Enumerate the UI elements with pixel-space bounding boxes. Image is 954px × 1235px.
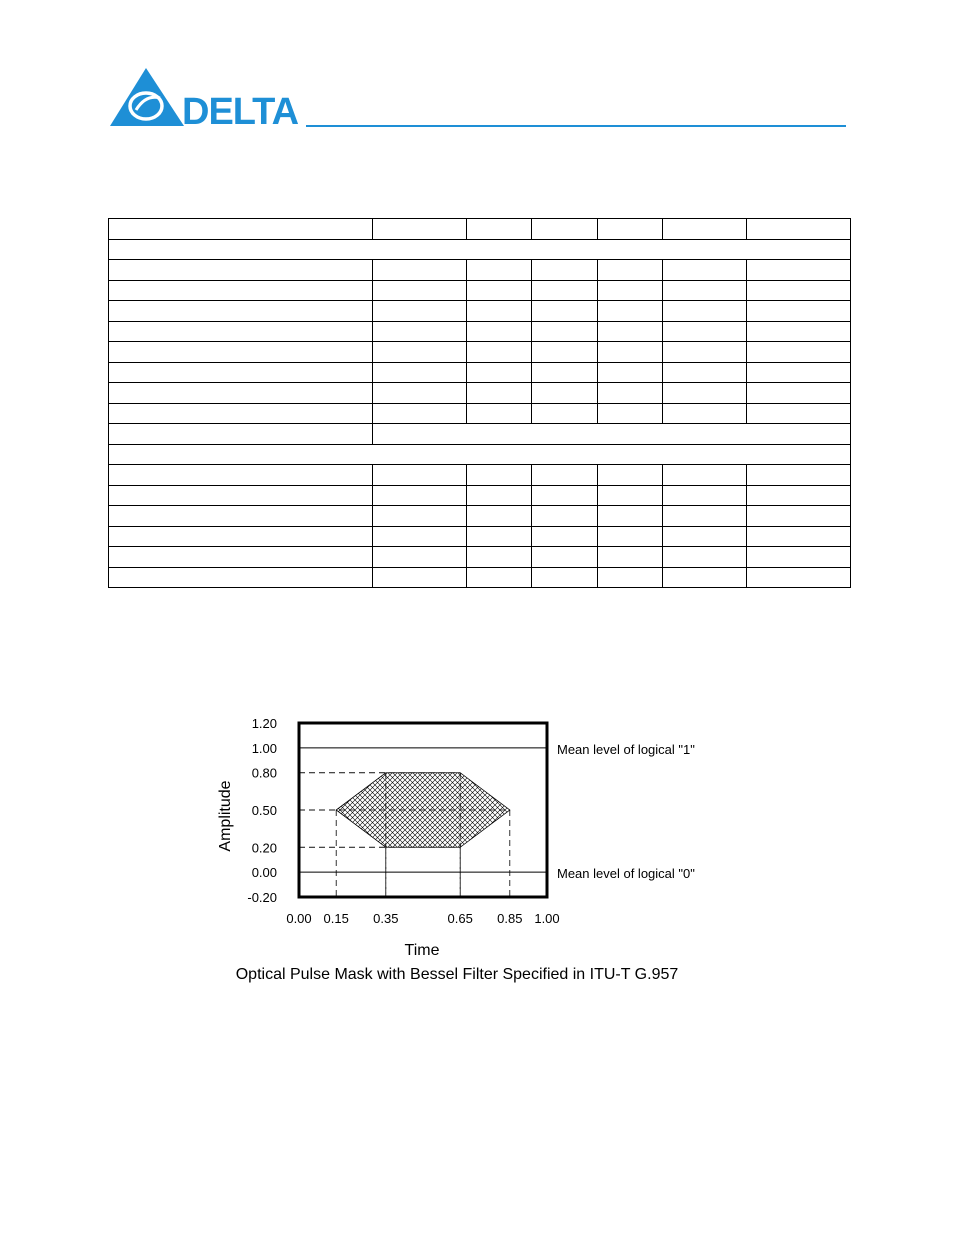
table-cell — [532, 506, 598, 527]
table-cell — [598, 465, 663, 486]
table-row — [109, 301, 851, 322]
table-cell — [467, 526, 532, 547]
table-cell — [663, 321, 747, 342]
table-row — [109, 547, 851, 568]
table-cell — [373, 260, 467, 281]
table-cell — [109, 567, 373, 588]
table-row — [109, 444, 851, 465]
table-cell — [373, 342, 467, 363]
table-row — [109, 526, 851, 547]
table-cell — [663, 567, 747, 588]
y-tick-label: 0.20 — [251, 840, 277, 856]
table-cell — [532, 383, 598, 404]
delta-logo — [108, 66, 304, 128]
table-cell — [467, 465, 532, 486]
table-cell — [467, 485, 532, 506]
table-cell — [598, 260, 663, 281]
table-cell — [109, 403, 373, 424]
spec-table — [108, 218, 851, 588]
table-cell — [109, 239, 851, 260]
table-row — [109, 342, 851, 363]
table-cell — [747, 403, 851, 424]
table-cell — [467, 403, 532, 424]
table-cell — [747, 485, 851, 506]
table-cell — [663, 485, 747, 506]
table-cell — [109, 383, 373, 404]
table-cell — [598, 547, 663, 568]
table-cell — [663, 342, 747, 363]
x-tick-label: 0.00 — [286, 911, 312, 926]
table-cell — [747, 506, 851, 527]
table-cell — [373, 280, 467, 301]
table-cell — [373, 547, 467, 568]
table-cell — [532, 485, 598, 506]
table-cell — [532, 403, 598, 424]
table-cell — [373, 526, 467, 547]
table-cell — [109, 219, 373, 240]
table-cell — [532, 260, 598, 281]
table-row — [109, 383, 851, 404]
table-cell — [109, 280, 373, 301]
x-tick-label: 0.65 — [447, 911, 473, 926]
table-cell — [532, 280, 598, 301]
table-cell — [109, 506, 373, 527]
table-row — [109, 239, 851, 260]
table-cell — [598, 485, 663, 506]
table-cell — [109, 444, 851, 465]
table-cell — [109, 260, 373, 281]
table-cell — [598, 403, 663, 424]
table-cell — [663, 260, 747, 281]
table-cell — [532, 219, 598, 240]
table-cell — [373, 465, 467, 486]
y-tick-label: 1.20 — [251, 716, 277, 731]
x-tick-label: 1.00 — [534, 911, 560, 926]
table-cell — [663, 280, 747, 301]
table-cell — [467, 342, 532, 363]
table-cell — [373, 362, 467, 383]
logo-wordmark: DELTA — [182, 91, 299, 128]
table-cell — [109, 321, 373, 342]
table-cell — [467, 383, 532, 404]
table-row — [109, 260, 851, 281]
table-cell — [532, 342, 598, 363]
table-cell — [467, 301, 532, 322]
table-cell — [747, 383, 851, 404]
pulse-mask-chart — [200, 700, 760, 1000]
table-cell — [467, 567, 532, 588]
table-cell — [598, 219, 663, 240]
table-cell — [532, 362, 598, 383]
table-row — [109, 403, 851, 424]
table-row — [109, 506, 851, 527]
table-cell — [109, 547, 373, 568]
reference-line-label: Mean level of logical "1" — [557, 741, 695, 757]
table-cell — [373, 383, 467, 404]
x-tick-label: 0.35 — [373, 911, 399, 926]
table-cell — [747, 280, 851, 301]
table-cell — [747, 342, 851, 363]
y-tick-label: 0.80 — [251, 765, 277, 781]
table-cell — [532, 465, 598, 486]
table-cell — [109, 342, 373, 363]
table-cell — [109, 526, 373, 547]
table-cell — [373, 321, 467, 342]
table-cell — [109, 362, 373, 383]
x-tick-label: 0.15 — [323, 911, 349, 926]
table-row — [109, 362, 851, 383]
table-cell — [598, 342, 663, 363]
table-cell — [373, 567, 467, 588]
table-cell — [663, 219, 747, 240]
table-cell — [598, 383, 663, 404]
table-cell — [373, 424, 851, 445]
table-cell — [373, 506, 467, 527]
chart-title: Optical Pulse Mask with Bessel Filter Specified in ITU-T G.957 — [235, 966, 679, 983]
table-cell — [467, 280, 532, 301]
table-cell — [598, 526, 663, 547]
y-axis-label: Amplitude — [217, 780, 234, 852]
y-tick-label: -0.20 — [247, 890, 277, 905]
table-row — [109, 219, 851, 240]
table-cell — [598, 321, 663, 342]
table-cell — [747, 547, 851, 568]
table-cell — [747, 567, 851, 588]
table-cell — [747, 321, 851, 342]
table-cell — [467, 321, 532, 342]
table-row — [109, 424, 851, 445]
table-cell — [747, 301, 851, 322]
table-cell — [467, 219, 532, 240]
table-cell — [598, 362, 663, 383]
y-tick-label: 0.00 — [251, 865, 277, 881]
table-row — [109, 485, 851, 506]
table-cell — [598, 301, 663, 322]
table-cell — [373, 485, 467, 506]
reference-line-label: Mean level of logical "0" — [557, 866, 695, 882]
table-cell — [663, 547, 747, 568]
y-tick-label: 1.00 — [251, 740, 277, 756]
table-cell — [747, 465, 851, 486]
table-row — [109, 280, 851, 301]
table-cell — [109, 424, 373, 445]
table-cell — [747, 526, 851, 547]
table-cell — [373, 403, 467, 424]
table-cell — [532, 526, 598, 547]
table-cell — [532, 567, 598, 588]
table-cell — [598, 567, 663, 588]
table-cell — [467, 506, 532, 527]
table-cell — [663, 362, 747, 383]
table-cell — [663, 383, 747, 404]
table-cell — [532, 301, 598, 322]
table-cell — [747, 362, 851, 383]
table-row — [109, 465, 851, 486]
y-tick-label: 0.50 — [251, 803, 277, 818]
table-row — [109, 567, 851, 588]
table-cell — [467, 362, 532, 383]
table-cell — [598, 280, 663, 301]
table-row — [109, 321, 851, 342]
table-cell — [747, 260, 851, 281]
table-cell — [467, 547, 532, 568]
table-cell — [663, 301, 747, 322]
header-rule — [306, 125, 846, 127]
table-cell — [747, 219, 851, 240]
x-axis-label: Time — [404, 942, 440, 959]
table-cell — [373, 301, 467, 322]
table-cell — [663, 526, 747, 547]
table-cell — [663, 506, 747, 527]
table-cell — [109, 301, 373, 322]
table-cell — [532, 321, 598, 342]
table-cell — [373, 219, 467, 240]
table-cell — [467, 260, 532, 281]
table-cell — [598, 506, 663, 527]
table-cell — [109, 465, 373, 486]
table-cell — [663, 403, 747, 424]
table-cell — [109, 485, 373, 506]
table-cell — [532, 547, 598, 568]
table-cell — [663, 465, 747, 486]
x-tick-label: 0.85 — [497, 911, 523, 926]
